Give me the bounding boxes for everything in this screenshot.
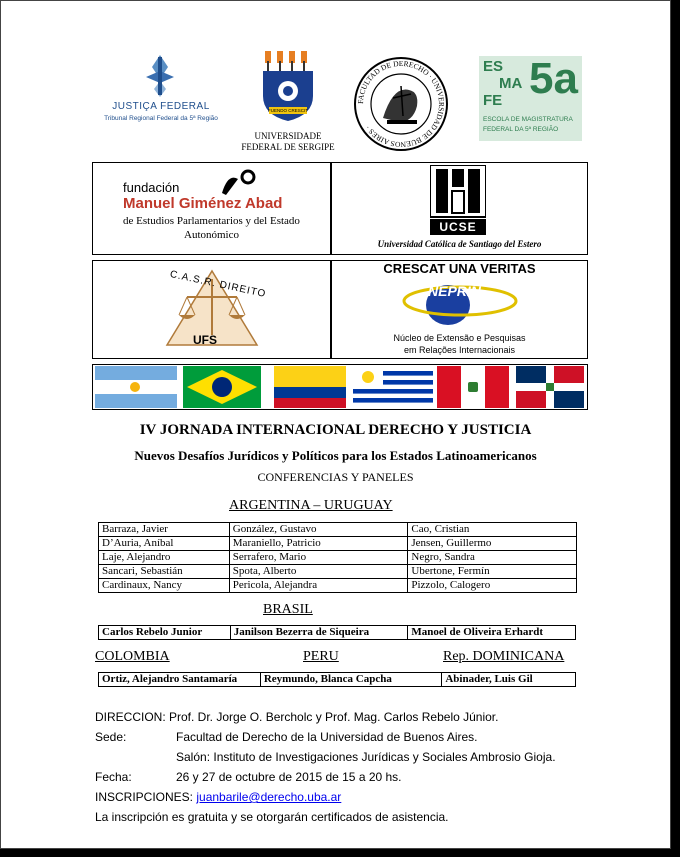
table-cell: D’Auria, Aníbal (99, 537, 230, 551)
brasil-header: BRASIL (263, 602, 313, 617)
fundacion-gimenez-abad-box (92, 162, 331, 255)
crescat-title: CRESCAT UNA VERITAS (383, 261, 536, 276)
esmafe-ma: MA (499, 75, 523, 92)
table-cell: Negro, Sandra (408, 551, 577, 565)
colombia-flag-icon (274, 366, 346, 408)
table-row (99, 537, 577, 551)
esmafe-es: ES (483, 58, 504, 75)
sede-value: Facultad de Derecho de la Universidad de Buenos Aires. (176, 730, 478, 744)
sede-label: Sede: (95, 730, 127, 744)
table-cell: Abinader, Luis Gil (442, 673, 576, 687)
argentina-flag-icon (95, 366, 177, 408)
table-cell: Pizzolo, Calogero (408, 579, 577, 593)
table-cell: Barraza, Javier (99, 523, 230, 537)
ufs-name-line2: FEDERAL DE SERGIPE (241, 142, 335, 152)
nucleo-line2: em Relações Internacionais (403, 345, 516, 355)
table-cell: Maraniello, Patricio (229, 537, 408, 551)
ucse-box (331, 162, 588, 255)
conferencias-label: CONFERENCIAS Y PANELES (257, 470, 414, 484)
direccion-line: DIRECCION: Prof. Dr. Jorge O. Bercholc y Prof. Mag. Carlos Rebelo Júnior. (95, 710, 499, 724)
peru-flag-icon (437, 366, 509, 408)
esmafe-5a: 5a (529, 54, 578, 103)
table-cell: Ubertone, Fermín (408, 565, 577, 579)
table-cell: Carlos Rebelo Junior (99, 626, 231, 640)
table-row (99, 673, 576, 687)
justica-federal-emblem-icon (138, 53, 182, 97)
neprin-text: NEPRIN (428, 283, 481, 299)
table-cell: Janilson Bezerra de Siqueira (230, 626, 408, 640)
casr-ufs: UFS (193, 333, 217, 347)
colombia-header: COLOMBIA (95, 649, 170, 664)
table-cell: Ortiz, Alejandro Santamaría (99, 673, 261, 687)
fga-line2: Autonómico (184, 229, 239, 241)
fecha-value: 26 y 27 de octubre de 2015 de 15 a 20 hs. (176, 770, 402, 784)
table-cell: Reymundo, Blanca Capcha (260, 673, 442, 687)
fga-swirl-icon (218, 169, 258, 197)
fecha-label: Fecha: (95, 770, 132, 784)
table-cell: Laje, Alejandro (99, 551, 230, 565)
table-cell: Serrafero, Mario (229, 551, 408, 565)
ucse-name: Universidad Católica de Santiago del Estero (377, 239, 542, 249)
fga-line1: de Estudios Parlamentarios y del Estado (123, 215, 300, 227)
argentina-uruguay-table (98, 522, 577, 593)
justica-federal-title: JUSTIÇA FEDERAL (112, 101, 210, 112)
table-cell: Cao, Cristian (408, 523, 577, 537)
table-row (99, 626, 576, 640)
table-cell: Cardinaux, Nancy (99, 579, 230, 593)
fga-manuel: Manuel Giménez Abad (123, 195, 283, 212)
inscripciones-label: INSCRIPCIONES: (95, 790, 194, 804)
svg-text:FACULTAD DE DERECHO · UNIVERSI: FACULTAD DE DERECHO · UNIVERSIDAD DE BUENOS AIRES · (355, 58, 447, 150)
justica-federal-logo (96, 53, 226, 133)
casr-direito-box (92, 260, 331, 359)
uruguay-flag-icon (353, 366, 433, 408)
table-cell: González, Gustavo (229, 523, 408, 537)
table-row (99, 579, 577, 593)
event-subtitle: Nuevos Desafíos Jurídicos y Políticos para los Estados Latinoamericanos (134, 448, 537, 463)
gratuita-line: La inscripción es gratuita y se otorgarán certificados de asistencia. (95, 810, 449, 824)
esmafe-sub1: ESCOLA DE MAGISTRATURA (483, 116, 573, 123)
table-row (99, 523, 577, 537)
casr-text: C.A.S.R. DIREITO (168, 268, 268, 301)
nucleo-line1: Núcleo de Extensão e Pesquisas (393, 333, 526, 343)
table-cell: Pericola, Alejandra (229, 579, 408, 593)
neprin-box (331, 260, 588, 359)
esmafe-sub2: FEDERAL DA 5ª REGIÃO (483, 126, 559, 133)
inscripciones-line (95, 790, 341, 804)
table-row (99, 551, 577, 565)
table-cell: Sancari, Sebastián (99, 565, 230, 579)
brasil-table (98, 625, 576, 640)
argentina-uruguay-header: ARGENTINA – URUGUAY (229, 498, 393, 513)
ucse-logo-text: UCSE (439, 220, 477, 234)
ufs-name-line1: UNIVERSIDADE (254, 131, 322, 141)
table-row (99, 565, 577, 579)
justica-federal-subtitle: Tribunal Regional Federal da 5ª Região (104, 115, 218, 122)
salon-line: Salón: Instituto de Investigaciones Jurídicas y Sociales Ambrosio Gioja. (176, 750, 556, 764)
ufs-motto: FUENDO CRESCIT (267, 108, 308, 113)
dominican-flag-icon (516, 366, 584, 408)
dominicana-header: Rep. DOMINICANA (443, 649, 565, 664)
ufs-logo (233, 51, 343, 156)
brazil-flag-icon (183, 366, 261, 408)
uba-seal-icon (353, 56, 449, 152)
fga-fundacion: fundación (123, 180, 180, 195)
table-cell: Manoel de Oliveira Erhardt (408, 626, 576, 640)
others-table (98, 672, 576, 687)
uba-derecho-seal (353, 56, 449, 152)
event-title: IV JORNADA INTERNACIONAL DERECHO Y JUSTICIA (139, 422, 532, 438)
table-cell: Jensen, Guillermo (408, 537, 577, 551)
esmafe-logo (479, 56, 582, 141)
email-link[interactable]: juanbarile@derecho.uba.ar (196, 790, 342, 804)
peru-header: PERU (303, 649, 339, 664)
esmafe-fe: FE (483, 92, 503, 109)
table-cell: Spota, Alberto (229, 565, 408, 579)
